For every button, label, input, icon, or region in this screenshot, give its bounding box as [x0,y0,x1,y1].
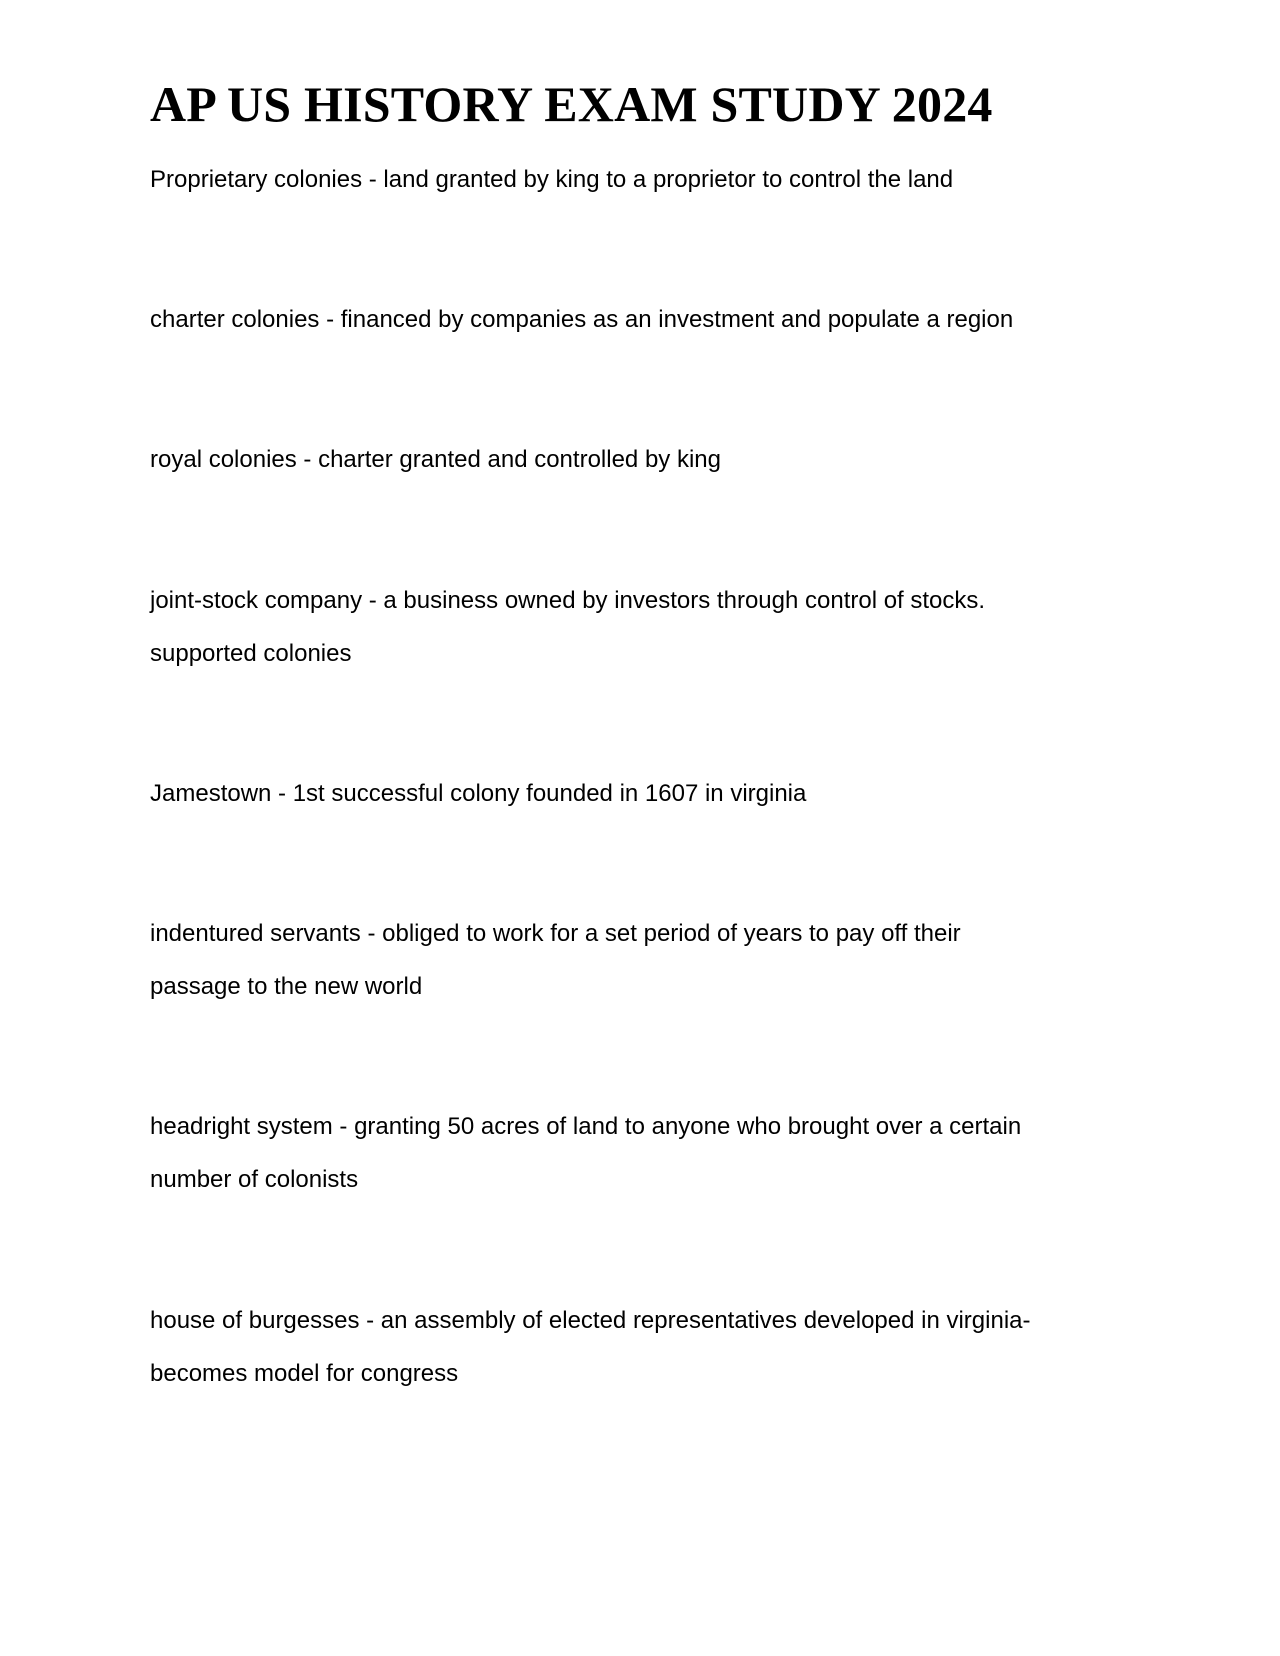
entry-line: royal colonies - charter granted and controlled by king [150,446,721,473]
entry-line: number of colonists [150,1166,359,1193]
entry-headright-system [150,1100,1150,1206]
entry-line: passage to the new world [150,973,423,1000]
entry-line: headright system - granting 50 acres of land to anyone who brought over a certain [150,1113,1022,1140]
entry-line: Proprietary colonies - land granted by king to a proprietor to control the land [150,166,954,193]
entry-line: indentured servants - obliged to work for a set period of years to pay off their [150,920,961,947]
entry-line: Jamestown - 1st successful colony founded in 1607 in virginia [150,780,807,807]
entry-proprietary-colonies [150,153,1150,206]
entry-indentured-servants [150,907,1150,1013]
document-title: AP US HISTORY EXAM STUDY 2024 [150,76,993,132]
entry-line: joint-stock company - a business owned by investors through control of stocks. [150,587,986,614]
entry-line: becomes model for congress [150,1360,459,1387]
entry-joint-stock-company [150,574,1150,680]
entry-line: house of burgesses - an assembly of elected representatives developed in virginia- [150,1307,1031,1334]
entry-line: supported colonies [150,640,352,667]
entry-royal-colonies [150,433,1150,486]
entry-charter-colonies [150,293,1150,346]
entry-line: charter colonies - financed by companies as an investment and populate a region [150,306,1014,333]
entry-jamestown [150,767,1150,820]
entry-house-of-burgesses [150,1294,1150,1400]
